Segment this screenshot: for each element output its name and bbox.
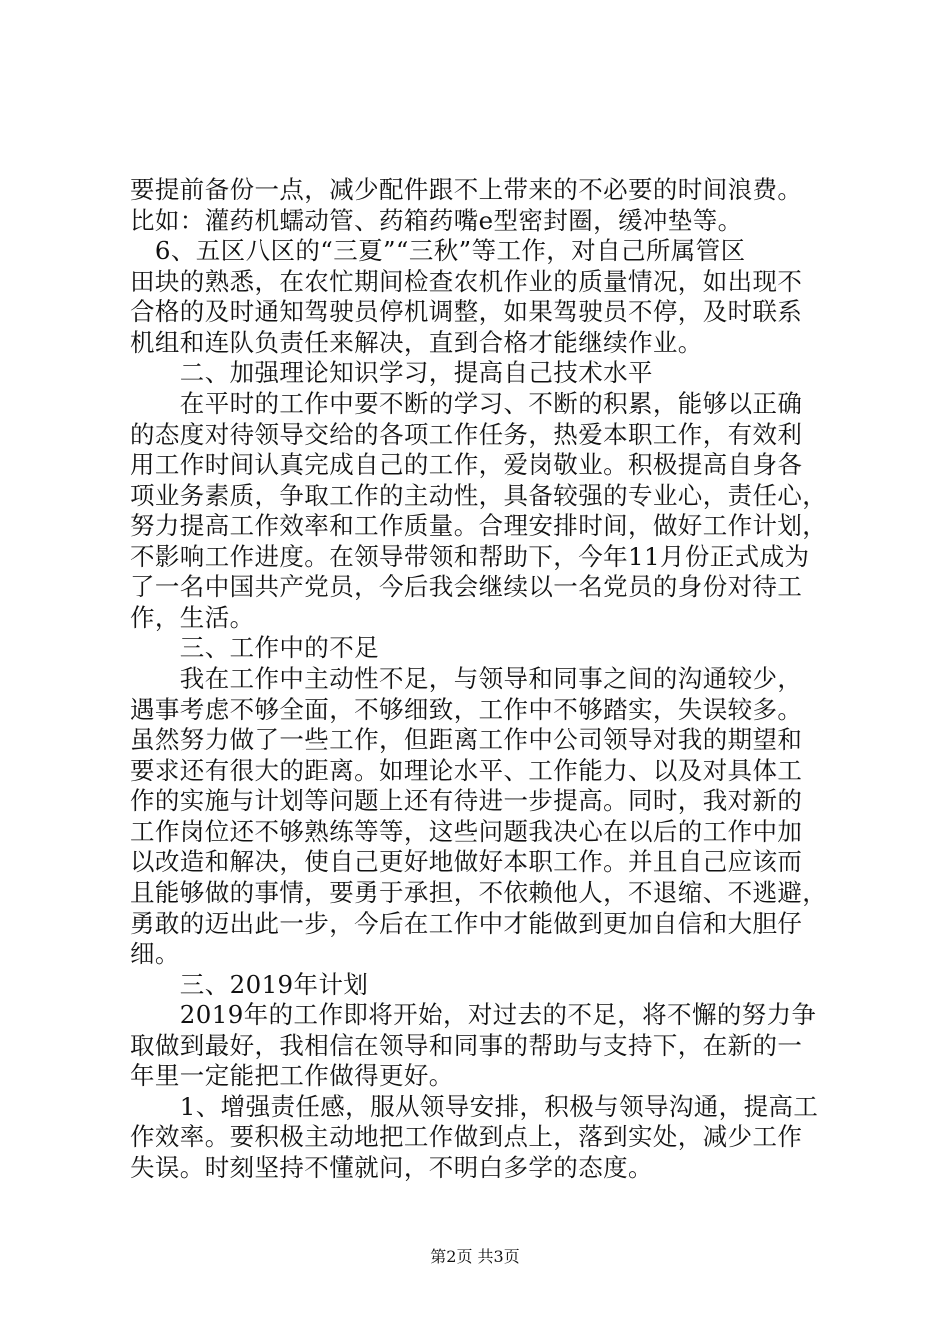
body-text-line: 了一名中国共产党员，今后我会继续以一名党员的身份对待工	[130, 572, 803, 601]
body-text-line: 用工作时间认真完成自己的工作，爱岗敬业。积极提高自身各	[130, 450, 803, 479]
section-heading: 二、加强理论知识学习，提高自己技术水平	[130, 358, 653, 387]
body-text-line: 作效率。要积极主动地把工作做到点上，落到实处，减少工作	[130, 1122, 803, 1151]
body-text-line: 我在工作中主动性不足，与领导和同事之间的沟通较少，	[130, 664, 803, 693]
section-heading: 三、工作中的不足	[130, 633, 379, 662]
body-text-line: 作的实施与计划等问题上还有待进一步提高。同时，我对新的	[130, 786, 803, 815]
body-text-line: 在平时的工作中要不断的学习、不断的积累，能够以正确	[130, 389, 803, 418]
body-text-line: 的态度对待领导交给的各项工作任务，热爱本职工作，有效利	[130, 420, 803, 449]
body-text-line: 且能够做的事情，要勇于承担，不依赖他人，不退缩、不逃避，	[130, 878, 828, 907]
body-text-line: 要求还有很大的距离。如理论水平、工作能力、以及对具体工	[130, 756, 803, 785]
body-text-line: 不影响工作进度。在领导带领和帮助下，今年11月份正式成为	[130, 542, 810, 571]
body-text-line: 合格的及时通知驾驶员停机调整，如果驾驶员不停，及时联系	[130, 297, 803, 326]
body-text-line: 以改造和解决，使自己更好地做好本职工作。并且自己应该而	[130, 847, 803, 876]
page-footer: 第2页 共3页	[430, 1247, 520, 1266]
body-text-line: 1、增强责任感，服从领导安排，积极与领导沟通，提高工	[130, 1092, 819, 1121]
body-text-line: 遇事考虑不够全面，不够细致，工作中不够踏实，失误较多。	[130, 695, 803, 724]
body-text-line: 勇敢的迈出此一步，今后在工作中才能做到更加自信和大胆仔	[130, 909, 803, 938]
body-text-line: 努力提高工作效率和工作质量。合理安排时间，做好工作计划，	[130, 511, 828, 540]
body-text-line: 2019年的工作即将开始，对过去的不足，将不懈的努力争	[130, 1000, 817, 1029]
body-text-line: 比如：灌药机蠕动管、药箱药嘴e型密封圈，缓冲垫等。	[130, 206, 743, 235]
body-text-line: 工作岗位还不够熟练等等，这些问题我决心在以后的工作中加	[130, 817, 803, 846]
body-text-line: 项业务素质，争取工作的主动性，具备较强的专业心，责任心，	[130, 481, 828, 510]
body-text-line: 细。	[130, 939, 180, 968]
body-text-line: 虽然努力做了一些工作，但距离工作中公司领导对我的期望和	[130, 725, 803, 754]
body-text-line: 取做到最好，我相信在领导和同事的帮助与支持下，在新的一	[130, 1031, 803, 1060]
body-text-line: 年里一定能把工作做得更好。	[130, 1061, 454, 1090]
body-text-line: 要提前备份一点，减少配件跟不上带来的不必要的时间浪费。	[130, 175, 803, 204]
section-heading: 三、2019年计划	[130, 970, 369, 999]
body-text-line: 失误。时刻坚持不懂就问，不明白多学的态度。	[130, 1153, 653, 1182]
body-text-line: 机组和连队负责任来解决，直到合格才能继续作业。	[130, 328, 703, 357]
body-text-line: 作，生活。	[130, 603, 255, 632]
body-text-line: 6、五区八区的“三夏”“三秋”等工作，对自己所属管区	[130, 236, 746, 265]
body-text-line: 田块的熟悉，在农忙期间检查农机作业的质量情况，如出现不	[130, 267, 803, 296]
